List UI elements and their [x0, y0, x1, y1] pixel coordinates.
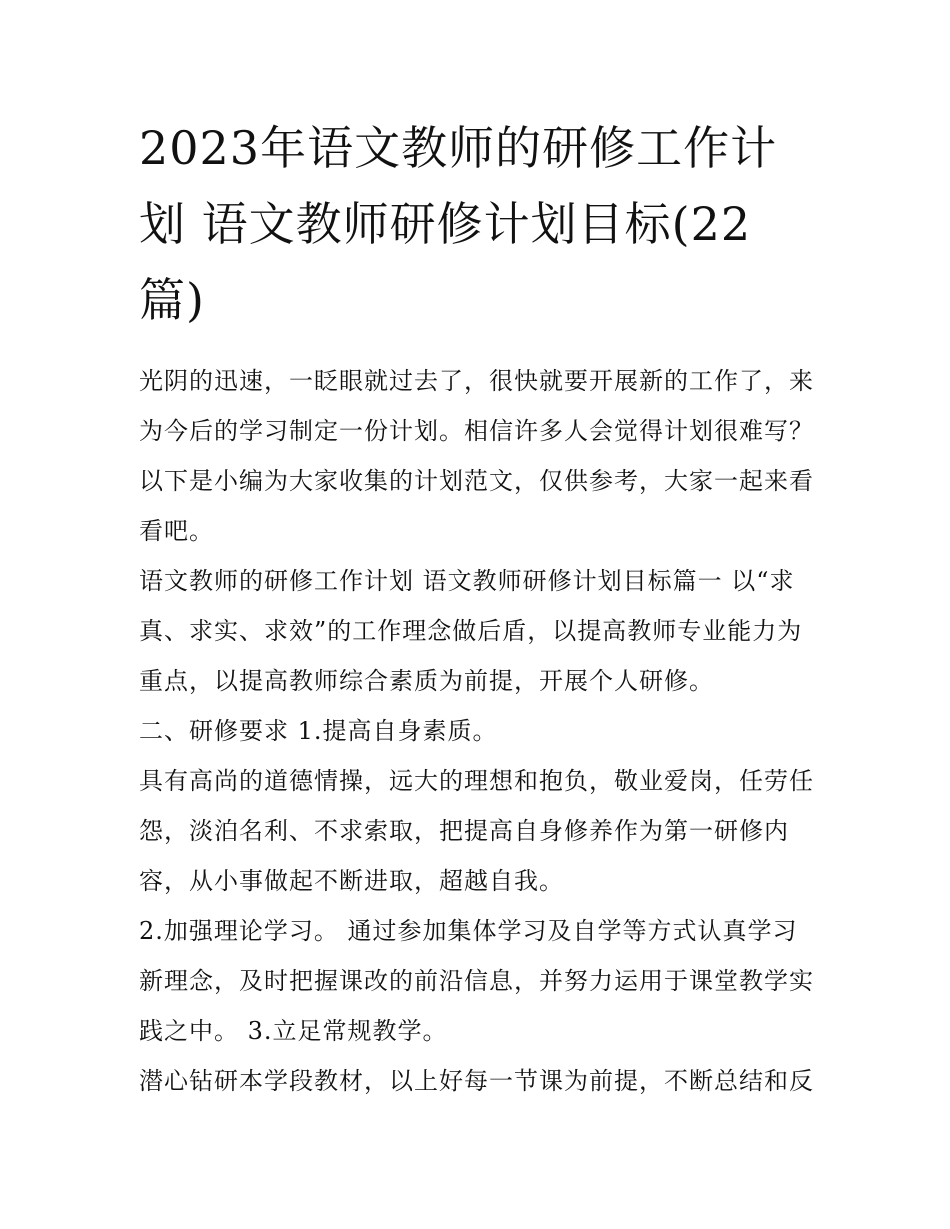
document-title: 2023年语文教师的研修工作计划 语文教师研修计划目标(22篇)	[139, 121, 778, 327]
paragraph-moral-quality: 具有高尚的道德情操，远大的理想和抱负，敬业爱岗，任劳任怨，淡泊名利、不求索取，把提高自身修养作为第一研修内容，从小事做起不断进取，超越自我。	[139, 767, 814, 895]
paragraph-requirements-heading: 二、研修要求 1.提高自身素质。	[139, 717, 498, 745]
document-page	[139, 110, 817, 1106]
paragraph-teaching-practice: 潜心钻研本学段教材，以上好每一节课为前提，不断总结和反	[139, 1067, 814, 1095]
paragraph-theory-study: 2.加强理论学习。 通过参加集体学习及自学等方式认真学习新理念，及时把握课改的前沿信息，并努力运用于课堂教学实践之中。 3.立足常规教学。	[139, 917, 814, 1045]
paragraph-plan-goal: 语文教师的研修工作计划 语文教师研修计划目标篇一 以“求真、求实、求效”的工作理念做后盾，以提高教师专业能力为重点，以提高教师综合素质为前提，开展个人研修。	[139, 567, 803, 695]
paragraph-intro: 光阴的迅速，一眨眼就过去了，很快就要开展新的工作了，来为今后的学习制定一份计划。相信许多人会觉得计划很难写？以下是小编为大家收集的计划范文，仅供参考，大家一起来看看吧。	[139, 367, 814, 545]
